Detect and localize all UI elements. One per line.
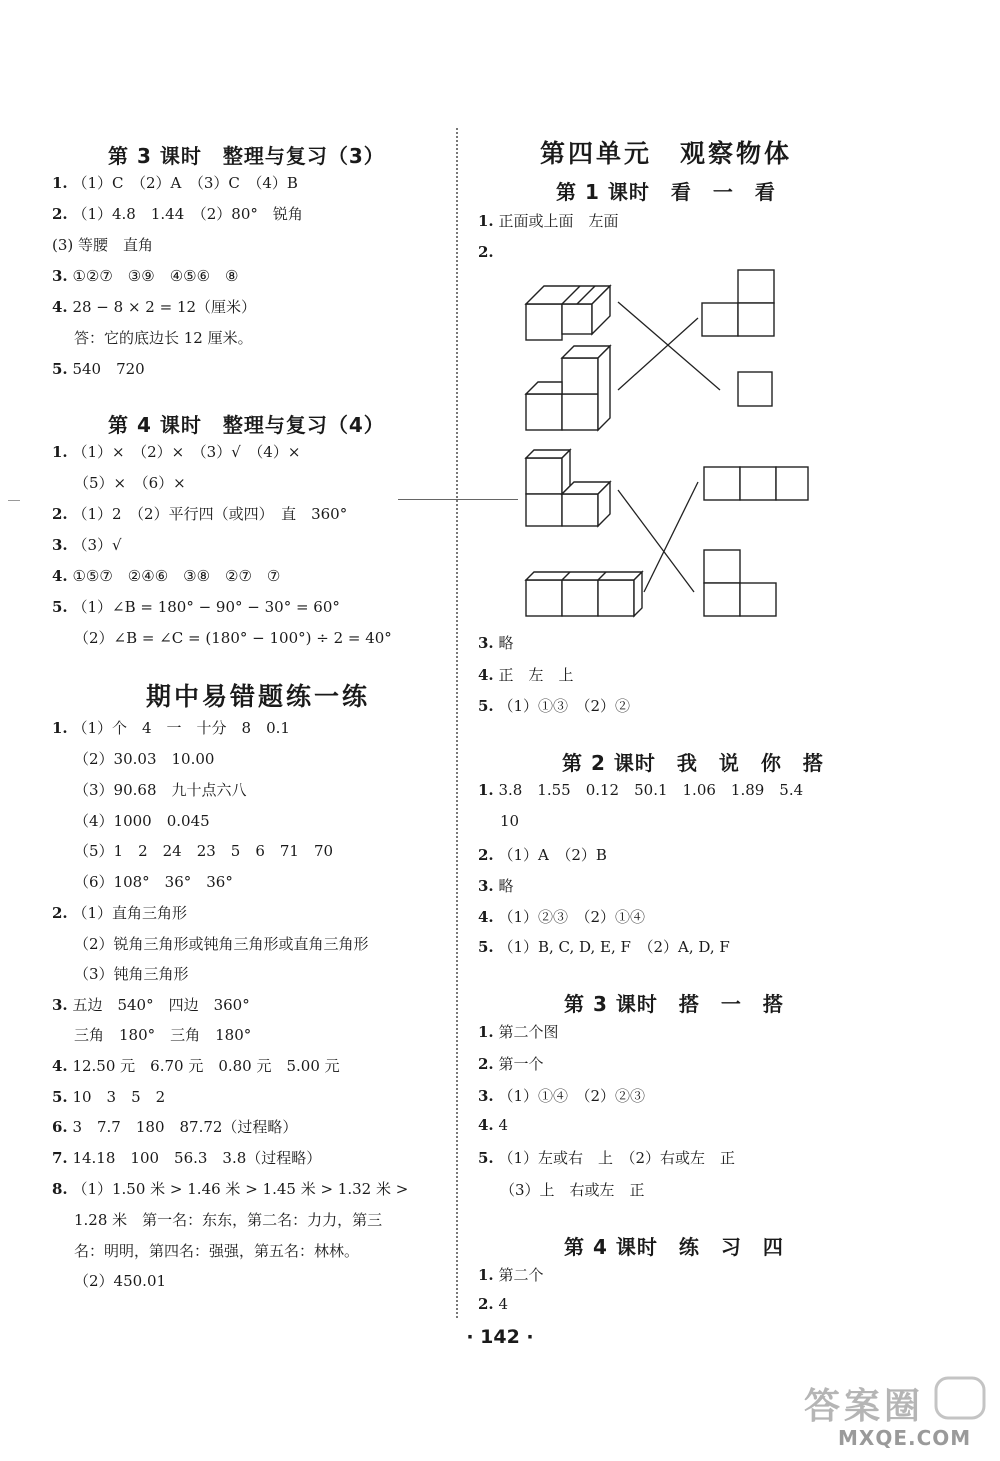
answer-line: 1. （1）× （2）× （3）√ （4）× xyxy=(52,443,301,461)
answer-line: 三角 180° 三角 180° xyxy=(74,1026,252,1044)
answer-line: 3. 略 xyxy=(478,634,514,652)
cube-stack-3 xyxy=(526,450,610,526)
answer-line: (3) 等腰 直角 xyxy=(52,236,154,254)
section-title-review-4: 第 4 课时 整理与复习（4） xyxy=(108,413,385,437)
answer-line: （4）1000 0.045 xyxy=(74,812,210,830)
answer-line: 5. 540 720 xyxy=(52,360,145,378)
section-title-practice: 第 4 课时 练 习 四 xyxy=(564,1235,784,1259)
answer-line: 7. 14.18 100 56.3 3.8（过程略） xyxy=(52,1149,322,1167)
answer-line: （2）450.01 xyxy=(74,1272,167,1290)
cube-stack-1 xyxy=(526,286,610,340)
answer-line: （5）1 2 24 23 5 6 71 70 xyxy=(74,842,334,860)
crop-mark xyxy=(8,500,20,501)
answer-line: 5. 10 3 5 2 xyxy=(52,1088,166,1106)
answer-line: 4. 4 xyxy=(478,1116,508,1134)
answer-line: 2. （1）直角三角形 xyxy=(52,904,187,922)
answer-line: 3. （1）①④ （2）②③ xyxy=(478,1087,646,1105)
view-b xyxy=(738,372,772,406)
answer-line: 4. （1）②③ （2）①④ xyxy=(478,908,646,926)
cube-matching-figure xyxy=(520,262,820,622)
answer-line: 4. 12.50 元 6.70 元 0.80 元 5.00 元 xyxy=(52,1057,340,1075)
unit-title: 第四单元 观察物体 xyxy=(540,139,793,168)
section-title-stack: 第 3 课时 搭 一 搭 xyxy=(564,992,784,1016)
answer-line: 4. 28 − 8 × 2 = 12（厘米） xyxy=(52,298,257,316)
answer-line: 2. 第一个 xyxy=(478,1055,544,1073)
answer-line: 6. 3 7.7 180 87.72（过程略） xyxy=(52,1118,298,1136)
answer-line: 4. ①⑤⑦ ②④⑥ ③⑧ ②⑦ ⑦ xyxy=(52,567,281,585)
answer-line: 3. （3）√ xyxy=(52,536,122,554)
column-divider xyxy=(456,128,458,1318)
page-number: · 142 · xyxy=(466,1326,534,1348)
answer-line: 4. 正 左 上 xyxy=(478,666,574,684)
answer-line: 10 xyxy=(500,812,520,830)
answer-line: （2）∠B = ∠C = (180° − 100°) ÷ 2 = 40° xyxy=(74,629,392,647)
answer-line: （2）锐角三角形或钝角三角形或直角三角形 xyxy=(74,935,369,953)
answer-line: 3. 略 xyxy=(478,877,514,895)
answer-line: 2. （1）A （2）B xyxy=(478,846,607,864)
answer-line: 2. 4 xyxy=(478,1295,508,1313)
answer-line: 1. 3.8 1.55 0.12 50.1 1.06 1.89 5.4 xyxy=(478,781,804,799)
answer-line: 1. 第二个 xyxy=(478,1266,544,1284)
answer-line: 2. （1）4.8 1.44 （2）80° 锐角 xyxy=(52,205,303,223)
answer-line: 5. （1）∠B = 180° − 90° − 30° = 60° xyxy=(52,598,340,616)
answer-line: 名：明明，第四名：强强，第五名：林林。 xyxy=(74,1242,360,1260)
answer-line: 1. （1）C （2）A （3）C （4）B xyxy=(52,174,298,192)
section-title-review-3: 第 3 课时 整理与复习（3） xyxy=(108,144,385,168)
answer-line: （2）30.03 10.00 xyxy=(74,750,215,768)
answer-line: 5. （1）B, C, D, E, F （2）A, D, F xyxy=(478,938,730,956)
watermark-url: MXQE.COM xyxy=(838,1426,972,1450)
matching-lines xyxy=(618,302,720,592)
answer-line: （3）钝角三角形 xyxy=(74,965,189,983)
cube-stack-4 xyxy=(526,572,642,616)
answer-line: 1. 正面或上面 左面 xyxy=(478,212,619,230)
answer-line: （6）108° 36° 36° xyxy=(74,873,233,891)
view-a xyxy=(702,270,774,336)
answer-line: 1. 第二个图 xyxy=(478,1023,559,1041)
section-title-build: 第 2 课时 我 说 你 搭 xyxy=(562,751,824,775)
answer-line: 2. （1）2 （2）平行四（或四） 直 360° xyxy=(52,505,348,523)
view-c xyxy=(704,467,808,500)
answer-line: 2. xyxy=(478,243,494,261)
answer-line: （3）上 右或左 正 xyxy=(500,1181,645,1199)
answer-line: 3. ①②⑦ ③⑨ ④⑤⑥ ⑧ xyxy=(52,267,239,285)
section-title-look: 第 1 课时 看 一 看 xyxy=(556,180,776,204)
answer-line: 答：它的底边长 12 厘米。 xyxy=(74,329,253,347)
answer-line: （5）× （6）× xyxy=(74,474,186,492)
answer-line: 5. （1）左或右 上 （2）右或左 正 xyxy=(478,1149,736,1167)
answer-line: 5. （1）①③ （2）② xyxy=(478,697,631,715)
answer-line: 8. （1）1.50 米 > 1.46 米 > 1.45 米 > 1.32 米 > xyxy=(52,1180,409,1198)
watermark-big-text: 答案圈 xyxy=(804,1386,925,1427)
cube-stack-2 xyxy=(526,346,610,430)
answer-line: 3. 五边 540° 四边 360° xyxy=(52,996,250,1014)
fold-line xyxy=(398,499,518,500)
answer-line: 1.28 米 第一名：东东，第二名：力力，第三 xyxy=(74,1211,383,1229)
answer-line: （3）90.68 九十点六八 xyxy=(74,781,247,799)
view-d xyxy=(704,550,776,616)
section-title-midterm: 期中易错题练一练 xyxy=(146,682,371,711)
answer-line: 1. （1）个 4 一 十分 8 0.1 xyxy=(52,719,290,737)
